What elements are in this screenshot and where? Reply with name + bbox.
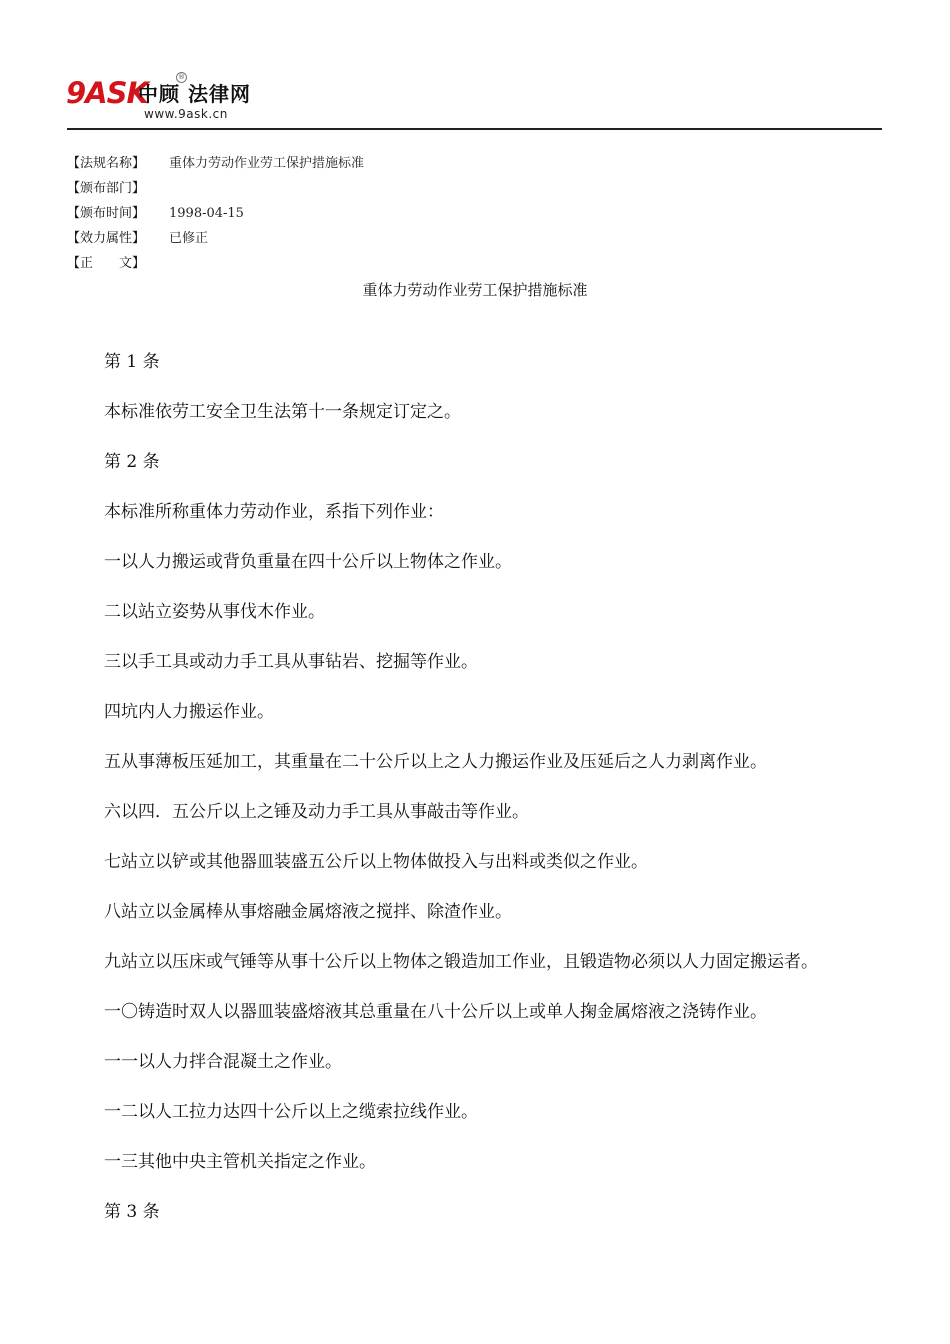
meta-value: 重体力劳动作业劳工保护措施标准 — [169, 156, 365, 171]
meta-row-name — [67, 151, 364, 176]
list-item: 九站立以压床或气锤等从事十公斤以上物体之锻造加工作业，且锻造物必须以人力固定搬运者。 — [104, 952, 818, 972]
paragraph: 本标准所称重体力劳动作业，系指下列作业： — [104, 502, 444, 522]
list-item: 一二以人工拉力达四十公斤以上之缆索拉线作业。 — [104, 1102, 478, 1122]
document-body — [66, 349, 878, 1249]
list-item: 一三其他中央主管机关指定之作业。 — [104, 1152, 376, 1172]
list-item: 二以站立姿势从事伐木作业。 — [104, 602, 325, 622]
document-metadata — [67, 151, 364, 276]
list-item: 六以四．五公斤以上之锤及动力手工具从事敲击等作业。 — [104, 802, 529, 822]
meta-row-status — [67, 226, 364, 251]
article-heading: 第 1 条 — [104, 352, 160, 372]
list-item: 三以手工具或动力手工具从事钻岩、挖掘等作业。 — [104, 652, 478, 672]
list-item: 七站立以铲或其他器皿装盛五公斤以上物体做投入与出料或类似之作业。 — [104, 852, 648, 872]
list-item: 五从事薄板压延加工，其重量在二十公斤以上之人力搬运作业及压延后之人力剥离作业。 — [104, 752, 767, 772]
meta-value: 1998-04-15 — [169, 206, 244, 221]
meta-label: 【颁布时间】 — [67, 206, 146, 221]
list-item: 一一以人力拌合混凝土之作业。 — [104, 1052, 342, 1072]
header-divider — [67, 128, 882, 130]
meta-label: 【颁布部门】 — [67, 181, 146, 196]
meta-value: 已修正 — [169, 231, 209, 246]
meta-row-date — [67, 201, 364, 226]
paragraph: 本标准依劳工安全卫生法第十一条规定订定之。 — [104, 402, 461, 422]
logo-site-name: 中顾 法律网 — [138, 82, 251, 106]
meta-label: 【法规名称】 — [67, 156, 146, 171]
logo-mark: 9ASK — [66, 76, 148, 110]
meta-label: 【正 文】 — [67, 256, 146, 271]
article-heading: 第 3 条 — [104, 1202, 160, 1222]
meta-row-body — [67, 251, 364, 276]
list-item: 四坑内人力搬运作业。 — [104, 702, 274, 722]
meta-label: 【效力属性】 — [67, 231, 146, 246]
list-item: 一〇铸造时双人以器皿装盛熔液其总重量在八十公斤以上或单人掬金属熔液之浇铸作业。 — [104, 1002, 767, 1022]
registered-mark-icon: ® — [178, 73, 185, 81]
article-heading: 第 2 条 — [104, 452, 160, 472]
document-title: 重体力劳动作业劳工保护措施标准 — [362, 281, 588, 299]
site-logo[interactable] — [66, 70, 256, 126]
logo-url: www.9ask.cn — [144, 107, 228, 121]
list-item: 八站立以金属棒从事熔融金属熔液之搅拌、除渣作业。 — [104, 902, 512, 922]
meta-row-department — [67, 176, 364, 201]
list-item: 一以人力搬运或背负重量在四十公斤以上物体之作业。 — [104, 552, 512, 572]
